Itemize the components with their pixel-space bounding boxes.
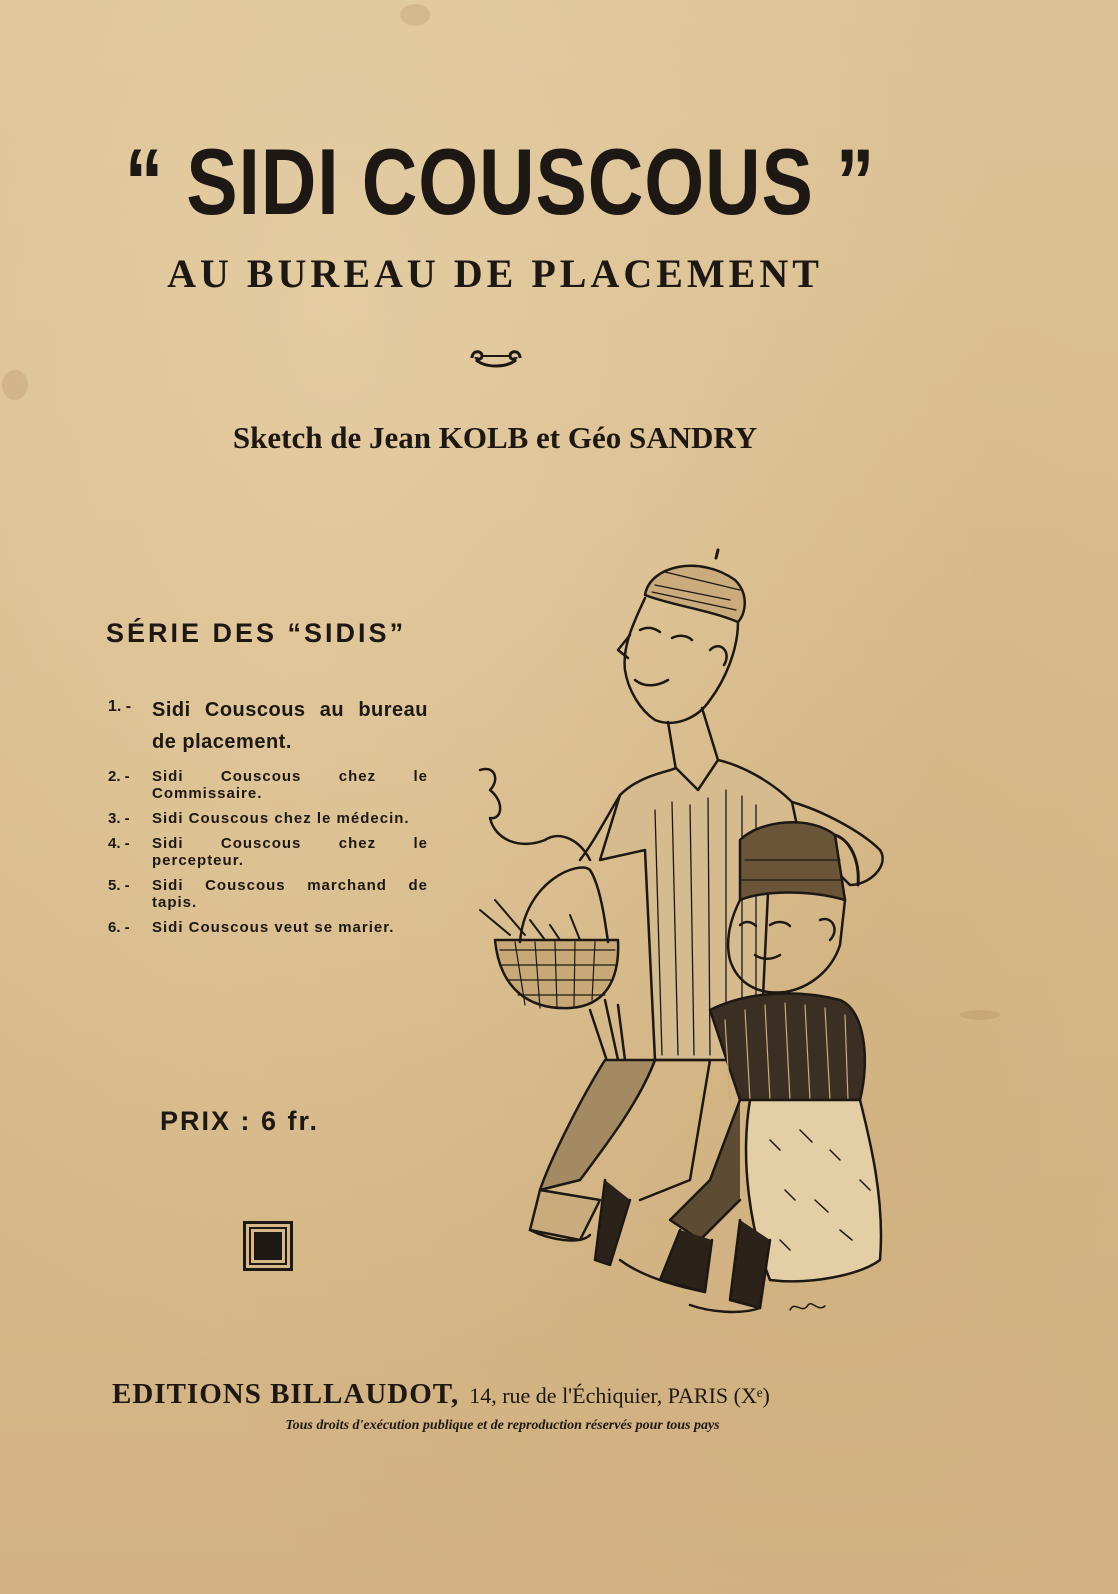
paper-stain bbox=[960, 1010, 1000, 1020]
page-subtitle: AU BUREAU DE PLACEMENT bbox=[167, 251, 823, 296]
publisher-address: 14, rue de l'Échiquier, PARIS (Xᵉ) bbox=[469, 1383, 770, 1408]
publisher-name: EDITIONS BILLAUDOT, bbox=[112, 1378, 460, 1410]
list-item-number: 4. - bbox=[108, 835, 130, 852]
page-title: “ SIDI COUSCOUS ” bbox=[124, 129, 876, 234]
authors-line: Sketch de Jean KOLB et Géo SANDRY bbox=[232, 420, 758, 455]
rights-notice: Tous droits d'exécution publique et de reproduction réservés pour tous pays bbox=[285, 1418, 720, 1433]
list-item-title: Sidi Couscous chez le médecin. bbox=[152, 810, 410, 827]
publisher-line bbox=[112, 1378, 992, 1411]
list-item-number: 5. - bbox=[108, 877, 130, 894]
paper-stain bbox=[2, 370, 28, 400]
list-item-number: 1. - bbox=[108, 698, 132, 715]
two-men-caricature-illustration bbox=[440, 540, 920, 1330]
list-item bbox=[108, 694, 428, 758]
list-item bbox=[108, 768, 428, 802]
list-item bbox=[108, 919, 428, 936]
list-item-title: Sidi Couscous veut se marier. bbox=[152, 919, 395, 936]
list-item-title: Sidi Couscous au bureau de placement. bbox=[152, 699, 428, 753]
series-list bbox=[108, 694, 428, 944]
list-item-number: 3. - bbox=[108, 810, 130, 827]
list-item-title: Sidi Couscous marchand de tapis. bbox=[152, 877, 428, 911]
series-heading: SÉRIE DES “SIDIS” bbox=[106, 618, 407, 648]
scroll-ornament-icon bbox=[466, 344, 526, 372]
paper-stain bbox=[400, 4, 430, 26]
square-publisher-mark-icon bbox=[243, 1221, 293, 1271]
list-item-number: 2. - bbox=[108, 768, 130, 785]
price-label: PRIX : 6 fr. bbox=[160, 1106, 320, 1136]
list-item-title: Sidi Couscous chez le percepteur. bbox=[152, 835, 428, 869]
list-item bbox=[108, 877, 428, 911]
list-item bbox=[108, 835, 428, 869]
list-item bbox=[108, 810, 428, 827]
list-item-title: Sidi Couscous chez le Commissaire. bbox=[152, 768, 428, 802]
list-item-number: 6. - bbox=[108, 919, 130, 936]
